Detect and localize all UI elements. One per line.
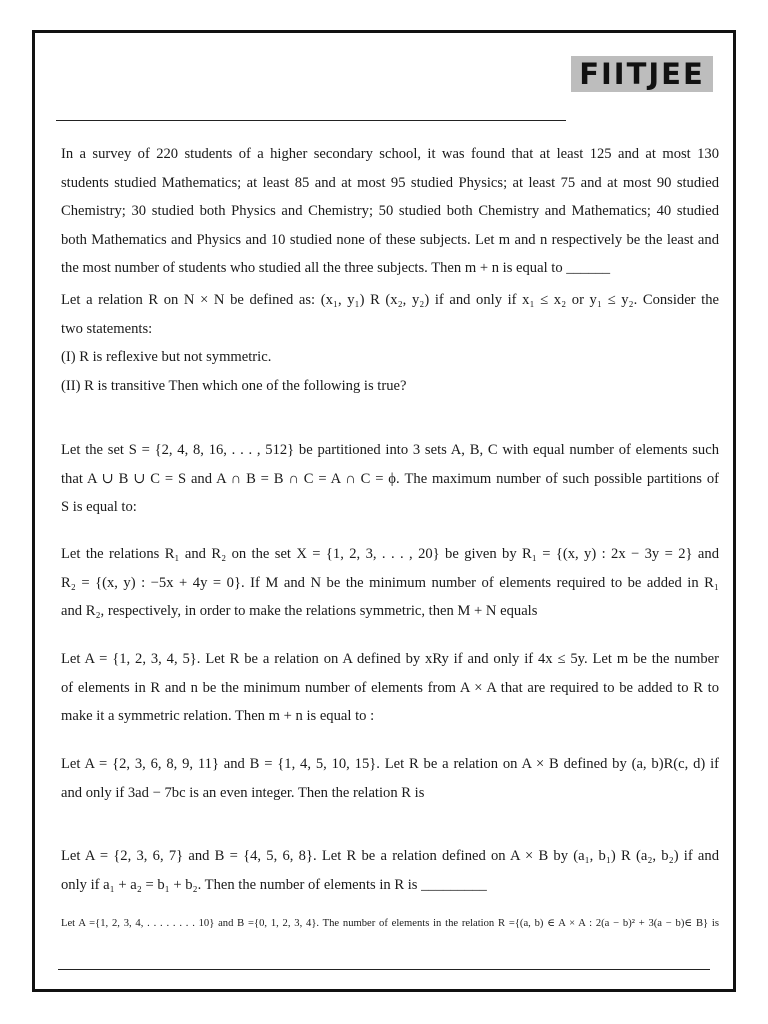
question-line: Let A = {1, 2, 3, 4, 5}. Let R be a relation on A defined by xRy if and only if 4x ≤ 5y. Let m be the number	[61, 651, 719, 667]
question-line: students studied Mathematics; at least 85 and at most 95 studied Physics; at least 75 and at most 90 studied	[61, 174, 719, 191]
question-line: (II) R is transitive Then which one of the following is true?	[61, 377, 407, 394]
question-7	[61, 842, 719, 899]
footer-divider	[58, 969, 710, 970]
question-line: Let the relations R₁ and R₂ on the set X = {1, 2, 3, . . . , 20} be given by R₁ = {(x, y) : 2x − 3y = 2} and	[61, 546, 719, 562]
question-line: only if a₁ + a₂ = b₁ + b₂. Then the number of elements in R is _________	[61, 876, 487, 893]
question-line: make it a symmetric relation. Then m + n is equal to :	[61, 708, 375, 724]
question-3	[61, 436, 719, 522]
question-line: Let a relation R on N × N be defined as: (x₁, y₁) R (x₂, y₂) if and only if x₁ ≤ x₂ or y₁ ≤ y₂. Consider the	[61, 292, 719, 308]
fiitjee-logo	[571, 56, 713, 92]
question-line: Chemistry; 30 studied both Physics and Chemistry; 50 studied both Chemistry and Mathematics; 40 studied	[61, 203, 719, 219]
question-line: two statements:	[61, 320, 153, 337]
question-1	[61, 140, 719, 283]
question-line: of elements in R and n be the minimum number of elements from A × A that are required to be added to R to	[61, 679, 719, 696]
question-line: and only if 3ad − 7bc is an even integer. Then the relation R is	[61, 784, 425, 801]
question-line: (I) R is reflexive but not symmetric.	[61, 349, 272, 365]
question-line: S is equal to:	[61, 499, 137, 515]
question-line: In a survey of 220 students of a higher secondary school, it was found that at least 125 and at most 130	[61, 146, 719, 162]
question-line: Let A = {2, 3, 6, 7} and B = {4, 5, 6, 8}. Let R be a relation defined on A × B by (a₁, b₁) R (a₂, b₂) if and	[61, 848, 719, 864]
logo-text: FIITJEE	[579, 57, 705, 91]
question-line: and R₂, respectively, in order to make the relations symmetric, then M + N equals	[61, 603, 538, 619]
question-line: Let A ={1, 2, 3, 4, . . . . . . . . 10} and B ={0, 1, 2, 3, 4}. The number of elements in the relation R ={(a, b) ∈ A × A : 2(a − b)² + 3(a − b)∈ B} is	[61, 918, 719, 929]
header-divider	[56, 120, 566, 121]
question-line: Let A = {2, 3, 6, 8, 9, 11} and B = {1, 4, 5, 10, 15}. Let R be a relation on A × B defined by (a, b)R(c, d) if	[61, 756, 719, 772]
question-2	[61, 286, 719, 400]
question-line: the most number of students who studied all the three subjects. Then m + n is equal to ______	[61, 260, 611, 276]
question-5	[61, 645, 719, 731]
question-line: R₂ = {(x, y) : −5x + 4y = 0}. If M and N be the minimum number of elements required to be added in R₁	[61, 574, 719, 591]
question-4	[61, 540, 719, 626]
question-6	[61, 750, 719, 807]
question-line: both Mathematics and Physics and 10 studied none of these subjects. Let m and n respectively be the least and	[61, 231, 719, 248]
question-line: Let the set S = {2, 4, 8, 16, . . . , 512} be partitioned into 3 sets A, B, C with equal number of elements such	[61, 442, 719, 458]
question-line: that A ∪ B ∪ C = S and A ∩ B = B ∩ C = A ∩ C = ϕ. The maximum number of such possible partitions of	[61, 470, 719, 487]
question-8	[61, 914, 719, 934]
